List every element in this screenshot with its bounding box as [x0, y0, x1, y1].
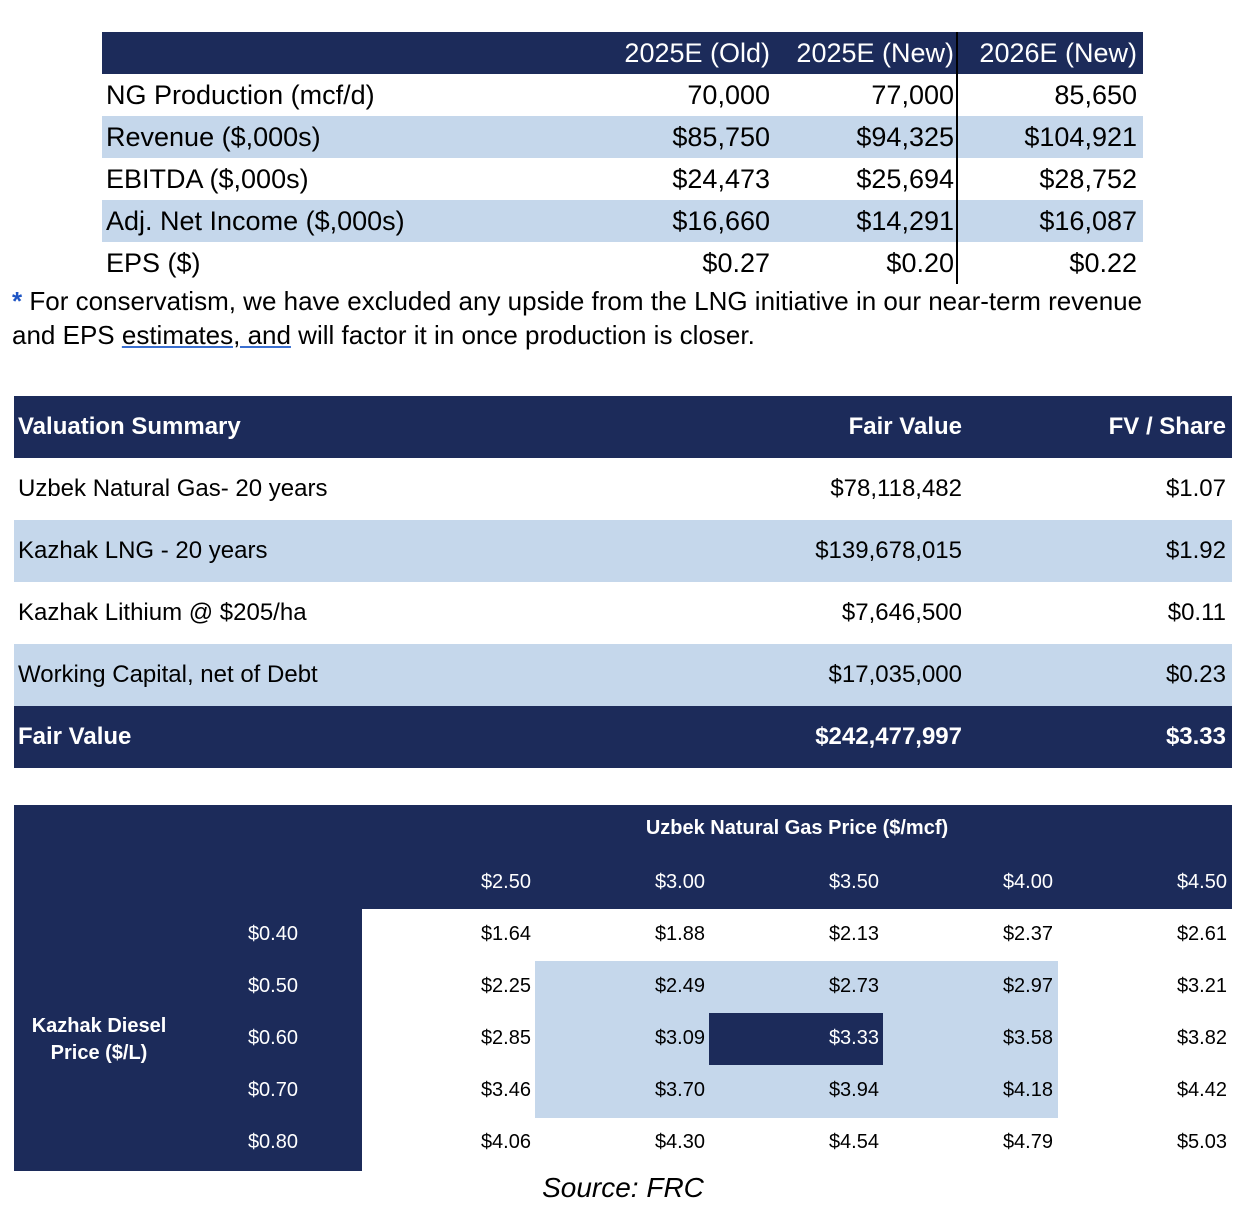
diesel-row-header: $0.60	[247, 1027, 298, 1049]
sensitivity-cell: $2.49	[654, 975, 705, 997]
row-label: Adj. Net Income ($,000s)	[106, 206, 405, 236]
sensitivity-cell: $3.09	[654, 1027, 705, 1049]
price-column-header: $3.50	[828, 871, 879, 893]
table-row	[102, 74, 1143, 116]
sensitivity-cell: $3.70	[654, 1079, 705, 1101]
table-cell: $0.22	[1069, 248, 1137, 278]
sensitivity-cell: $4.79	[1002, 1131, 1053, 1153]
sensitivity-cell: $1.88	[654, 923, 705, 945]
sensitivity-cell: $5.03	[1176, 1131, 1227, 1153]
source-caption: Source: FRC	[542, 1172, 704, 1203]
table-row	[14, 644, 1232, 706]
estimates-header-row	[102, 32, 1143, 74]
estimates-col-header: 2026E (New)	[979, 38, 1137, 68]
sensitivity-table	[14, 805, 1232, 1171]
row-label: Kazhak Lithium @ $205/ha	[18, 599, 307, 626]
table-cell: 70,000	[687, 80, 770, 110]
table-cell: $28,752	[1039, 164, 1137, 194]
sensitivity-cell: $3.94	[828, 1079, 879, 1101]
table-row	[14, 520, 1232, 582]
table-row	[102, 242, 1143, 284]
valuation-header-label: Valuation Summary	[18, 413, 241, 440]
valuation-header-per-share: FV / Share	[1108, 413, 1226, 440]
table-cell: $24,473	[672, 164, 770, 194]
footnote	[12, 284, 1242, 352]
footnote-asterisk: *	[12, 286, 23, 316]
sensitivity-cell: $3.58	[1002, 1027, 1053, 1049]
sensitivity-cell: $2.37	[1002, 923, 1053, 945]
table-cell: $85,750	[672, 122, 770, 152]
fair-value-cell: $17,035,000	[828, 661, 962, 688]
row-label: NG Production (mcf/d)	[106, 80, 375, 110]
footnote-line-2-start: and EPS	[12, 320, 122, 350]
table-row	[14, 582, 1232, 644]
table-cell: 77,000	[871, 80, 954, 110]
row-axis-title-line-1: Kazhak Diesel	[31, 1015, 167, 1037]
diesel-row-header: $0.80	[247, 1131, 298, 1153]
total-per-share: $3.33	[1165, 723, 1226, 750]
footnote-underlined-text: estimates, and	[121, 320, 291, 350]
table-row	[102, 158, 1143, 200]
sensitivity-cell: $3.21	[1176, 975, 1227, 997]
estimates-col-header: 2025E (New)	[796, 38, 954, 68]
total-fair-value: $242,477,997	[815, 723, 962, 750]
per-share-cell: $1.07	[1165, 475, 1226, 502]
estimates-table	[102, 32, 1143, 284]
sensitivity-cell: $2.25	[480, 975, 531, 997]
row-label: EBITDA ($,000s)	[106, 164, 309, 194]
row-label: EPS ($)	[106, 248, 201, 278]
base-case-value: $3.33	[828, 1027, 879, 1049]
table-cell: $25,694	[856, 164, 954, 194]
column-axis-title: Uzbek Natural Gas Price ($/mcf)	[645, 817, 949, 839]
row-axis-title-line-2: Price ($/L)	[50, 1042, 148, 1064]
table-cell: $0.27	[702, 248, 770, 278]
per-share-cell: $1.92	[1165, 537, 1226, 564]
row-label: Working Capital, net of Debt	[18, 661, 318, 688]
diesel-row-header: $0.70	[247, 1079, 298, 1101]
table-row	[102, 200, 1143, 242]
per-share-cell: $0.11	[1167, 599, 1226, 626]
sensitivity-cell: $4.30	[654, 1131, 705, 1153]
table-cell: $104,921	[1024, 122, 1137, 152]
sensitivity-cell: $2.13	[828, 923, 879, 945]
sensitivity-cell: $2.85	[480, 1027, 531, 1049]
footnote-line-2-end: will factor it in once production is closer.	[290, 320, 755, 350]
sensitivity-cell: $4.06	[480, 1131, 531, 1153]
valuation-summary-table	[14, 396, 1232, 768]
table-cell: $16,660	[672, 206, 770, 236]
table-cell: $0.20	[886, 248, 954, 278]
table-cell: $16,087	[1039, 206, 1137, 236]
fair-value-cell: $7,646,500	[841, 599, 962, 626]
sensitivity-cell: $2.97	[1002, 975, 1053, 997]
total-label: Fair Value	[18, 723, 132, 750]
table-row	[14, 458, 1232, 520]
per-share-cell: $0.23	[1165, 661, 1226, 688]
row-label: Uzbek Natural Gas- 20 years	[18, 475, 328, 502]
sensitivity-cell: $3.82	[1176, 1027, 1227, 1049]
valuation-total-row	[14, 706, 1232, 768]
diesel-row-header: $0.40	[247, 923, 298, 945]
sensitivity-cell: $2.61	[1176, 923, 1227, 945]
sensitivity-cell: $2.73	[828, 975, 879, 997]
valuation-header-fair-value: Fair Value	[848, 413, 962, 440]
estimates-col-header: 2025E (Old)	[624, 38, 770, 68]
table-cell: $14,291	[856, 206, 954, 236]
footnote-line-1: For conservatism, we have excluded any upside from the LNG initiative in our near-term revenue	[22, 286, 1143, 316]
table-row	[102, 116, 1143, 158]
column-divider	[956, 32, 958, 284]
row-axis-title	[14, 1013, 184, 1067]
diesel-row-header: $0.50	[247, 975, 298, 997]
sensitivity-cell: $4.18	[1002, 1079, 1053, 1101]
table-cell: 85,650	[1054, 80, 1137, 110]
sensitivity-cell: $3.46	[480, 1079, 531, 1101]
row-label: Kazhak LNG - 20 years	[18, 537, 268, 564]
price-column-header: $3.00	[654, 871, 705, 893]
price-column-header: $4.00	[1002, 871, 1053, 893]
valuation-header-row	[14, 396, 1232, 458]
sensitivity-cell: $4.54	[828, 1131, 879, 1153]
sensitivity-cell: $1.64	[480, 923, 531, 945]
sensitivity-cell: $4.42	[1176, 1079, 1227, 1101]
fair-value-cell: $139,678,015	[815, 537, 962, 564]
row-label: Revenue ($,000s)	[106, 122, 321, 152]
price-column-header: $4.50	[1176, 871, 1227, 893]
table-cell: $94,325	[856, 122, 954, 152]
price-column-header: $2.50	[480, 871, 531, 893]
fair-value-cell: $78,118,482	[830, 475, 962, 502]
